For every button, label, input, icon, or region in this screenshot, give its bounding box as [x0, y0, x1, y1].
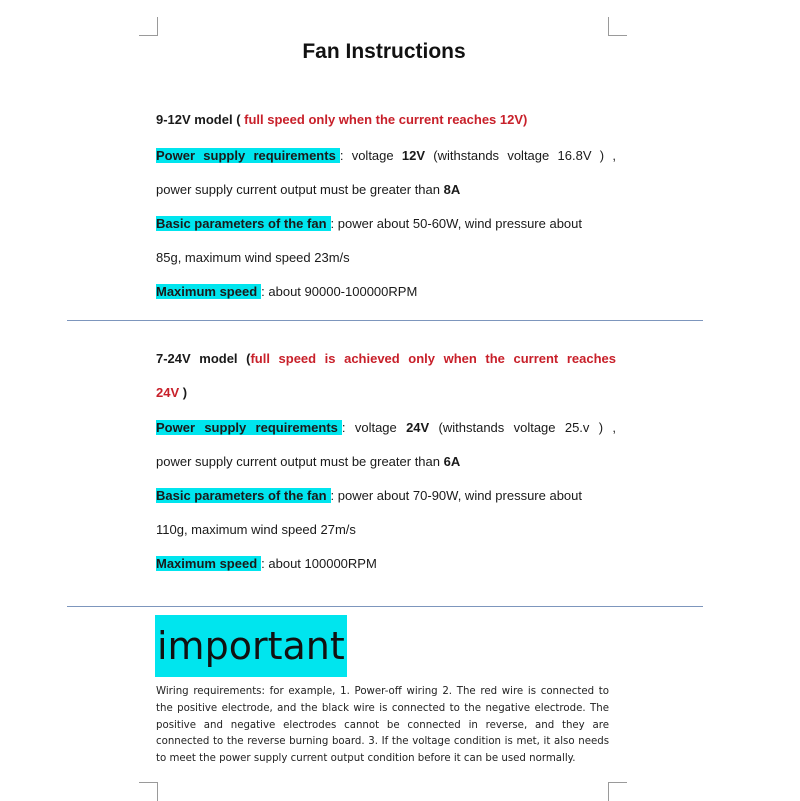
section2-current-line: power supply current output must be greater than 6A [156, 454, 461, 469]
section2-note: full speed is achieved only when the current reaches [250, 351, 616, 366]
section2-speed-label: Maximum speed [156, 556, 261, 571]
section2-supply-voltage: 24V [406, 420, 430, 435]
section1-params-line2: 85g, maximum wind speed 23m/s [156, 250, 350, 265]
section2-supply-label: Power supply requirements [156, 420, 342, 435]
section1-params-label: Basic parameters of the fan [156, 216, 331, 231]
section2-params-line: Basic parameters of the fan : power about 70-90W, wind pressure about [156, 488, 582, 503]
section1-current-value: 8A [443, 182, 461, 197]
section1-speed-line: Maximum speed : about 90000-100000RPM [156, 284, 418, 299]
section1-params-line: Basic parameters of the fan : power about 50-60W, wind pressure about [156, 216, 582, 231]
section1-current-line: power supply current output must be greater than 8A [156, 182, 461, 197]
section2-heading [156, 349, 616, 369]
section1-supply-label: Power supply requirements [156, 148, 340, 163]
page-corner-mark [139, 17, 158, 36]
section2-params-label: Basic parameters of the fan [156, 488, 331, 503]
section1-heading [156, 110, 616, 130]
section1-supply-voltage: 12V [401, 148, 426, 163]
section2-current-value: 6A [443, 454, 461, 469]
section1-note: full speed only when the current reaches 12V) [244, 112, 528, 127]
page-corner-mark [608, 17, 627, 36]
section2-heading-cont: 24V ) [156, 385, 188, 400]
page-corner-mark [608, 782, 627, 801]
section-divider [67, 606, 703, 607]
section2-model: 7-24V model ( [156, 351, 251, 366]
page-title: Fan Instructions [302, 40, 466, 63]
section1-speed-label: Maximum speed [156, 284, 261, 299]
section2-speed-line: Maximum speed : about 100000RPM [156, 556, 377, 571]
section1-model: 9-12V model ( [156, 112, 241, 127]
section2-params-line2: 110g, maximum wind speed 27m/s [156, 522, 356, 537]
section1-supply-line: Power supply requirements : voltage 12V (withstands voltage 16.8V ) , [156, 148, 616, 163]
page-corner-mark [139, 782, 158, 801]
section-divider [67, 320, 703, 321]
wiring-requirements: Wiring requirements: for example, 1. Power-off wiring 2. The red wire is connected to the positive electrode, and the black wire is connected to the negative electrode. The positive and negative electrodes cannot be connected in reverse, and they are connected to the reverse burning board. 3. If the voltage condition is met, it also needs to meet the power supply current output condition before it can be used normally. [156, 686, 609, 765]
section2-supply-line: Power supply requirements : voltage 24V (withstands voltage 25.v ) , [156, 420, 616, 435]
important-heading: important [155, 615, 347, 677]
